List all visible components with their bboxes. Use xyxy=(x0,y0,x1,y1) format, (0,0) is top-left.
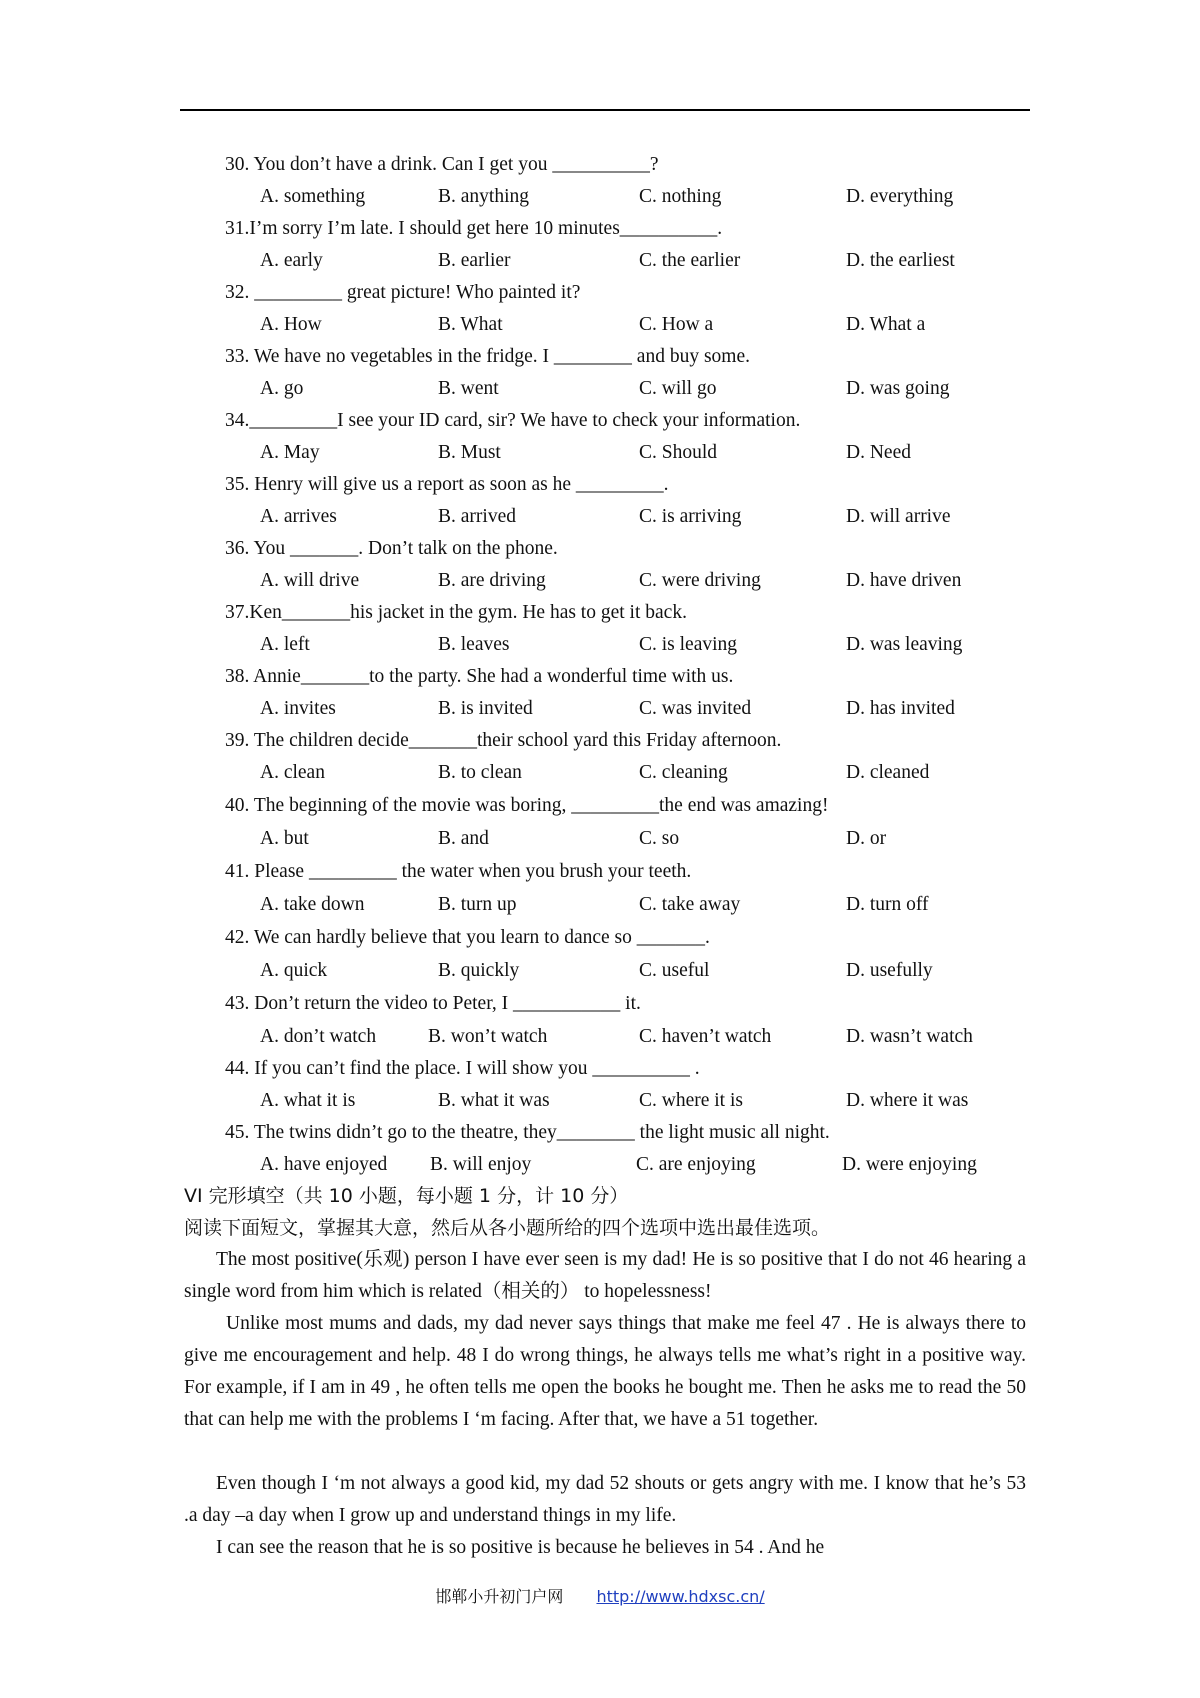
option-a: A. something xyxy=(260,186,366,207)
option-c: C. so xyxy=(639,828,680,849)
option-a: A. clean xyxy=(260,762,325,783)
option-b: B. What xyxy=(438,314,503,335)
question-stem: 45. The twins didn’t go to the theatre, they________ the light music all night. xyxy=(225,1122,830,1143)
option-a: A. have enjoyed xyxy=(260,1154,388,1175)
option-d: D. or xyxy=(846,828,887,849)
passage-paragraph: The most positive(乐观) person I have ever seen is my dad! He is so positive that I do not 46 hearing a single word from him which is related（相关的） to hopelessness! xyxy=(184,1249,1026,1302)
option-b: B. turn up xyxy=(438,894,517,915)
option-b: B. leaves xyxy=(438,634,510,655)
option-d: D. Need xyxy=(846,442,911,463)
option-a: A. early xyxy=(260,250,323,271)
option-b: B. is invited xyxy=(438,698,533,719)
option-a: A. go xyxy=(260,378,304,399)
header-rule xyxy=(180,109,1030,111)
option-b: B. quickly xyxy=(438,960,520,981)
option-b: B. are driving xyxy=(438,570,546,591)
option-c: C. Should xyxy=(639,442,718,463)
option-b: B. will enjoy xyxy=(430,1154,532,1175)
option-a: A. will drive xyxy=(260,570,360,591)
option-c: C. How a xyxy=(639,314,714,335)
option-a: A. May xyxy=(260,442,320,463)
option-d: D. where it was xyxy=(846,1090,969,1111)
option-d: D. wasn’t watch xyxy=(846,1026,973,1047)
option-c: C. nothing xyxy=(639,186,722,207)
section-heading: VI 完形填空（共 10 小题，每小题 1 分，计 10 分） xyxy=(184,1185,629,1207)
question-stem: 40. The beginning of the movie was boring, _________the end was amazing! xyxy=(225,795,829,816)
option-d: D. have driven xyxy=(846,570,962,591)
option-d: D. was leaving xyxy=(846,634,963,655)
option-d: D. usefully xyxy=(846,960,933,981)
option-a: A. quick xyxy=(260,960,328,981)
question-stem: 32. _________ great picture! Who painted it? xyxy=(225,282,581,303)
option-c: C. is arriving xyxy=(639,506,742,527)
option-c: C. cleaning xyxy=(639,762,728,783)
option-d: D. What a xyxy=(846,314,926,335)
option-a: A. what it is xyxy=(260,1090,356,1111)
page-footer xyxy=(0,1584,1200,1607)
question-stem: 38. Annie_______to the party. She had a wonderful time with us. xyxy=(225,666,734,687)
option-d: D. has invited xyxy=(846,698,955,719)
option-a: A. don’t watch xyxy=(260,1026,377,1047)
option-a: A. but xyxy=(260,828,309,849)
option-c: C. haven’t watch xyxy=(639,1026,772,1047)
option-b: B. earlier xyxy=(438,250,511,271)
option-c: C. is leaving xyxy=(639,634,738,655)
option-d: D. turn off xyxy=(846,894,929,915)
option-d: D. was going xyxy=(846,378,950,399)
question-stem: 39. The children decide_______their school yard this Friday afternoon. xyxy=(225,730,782,751)
option-d: D. cleaned xyxy=(846,762,930,783)
question-stem: 43. Don’t return the video to Peter, I ___________ it. xyxy=(225,993,641,1014)
option-b: B. Must xyxy=(438,442,501,463)
option-b: B. to clean xyxy=(438,762,522,783)
option-c: C. useful xyxy=(639,960,710,981)
passage-paragraph: Even though I ‘m not always a good kid, my dad 52 shouts or gets angry with me. I know that he’s 53 .a day –a day when I grow up and understand things in my life. xyxy=(184,1473,1026,1526)
option-a: A. invites xyxy=(260,698,336,719)
footer-link[interactable]: http://www.hdxsc.cn/ xyxy=(596,1587,765,1606)
option-d: D. were enjoying xyxy=(842,1154,977,1175)
option-a: A. How xyxy=(260,314,322,335)
option-d: D. everything xyxy=(846,186,954,207)
option-c: C. were driving xyxy=(639,570,761,591)
option-b: B. anything xyxy=(438,186,529,207)
option-b: B. won’t watch xyxy=(428,1026,548,1047)
question-stem: 30. You don’t have a drink. Can I get you __________? xyxy=(225,154,659,175)
option-a: A. take down xyxy=(260,894,365,915)
option-c: C. the earlier xyxy=(639,250,741,271)
passage-paragraph: Unlike most mums and dads, my dad never says things that make me feel 47 . He is always there to give me encouragement and help. 48 I do wrong things, he always tells me what’s right in a positive way. For example, if I am in 49 , he often tells me open the books he bought me. Then he asks me to read the 50 that can help me with the problems I ‘m facing. After that, we have a 51 together. xyxy=(184,1313,1026,1430)
option-b: B. went xyxy=(438,378,499,399)
option-c: C. take away xyxy=(639,894,741,915)
option-b: B. what it was xyxy=(438,1090,550,1111)
option-a: A. arrives xyxy=(260,506,337,527)
passage-paragraph: I can see the reason that he is so positive is because he believes in 54 . And he xyxy=(216,1537,825,1558)
option-a: A. left xyxy=(260,634,310,655)
question-stem: 31.I’m sorry I’m late. I should get here 10 minutes__________. xyxy=(225,218,723,239)
question-stem: 41. Please _________ the water when you brush your teeth. xyxy=(225,861,692,882)
option-d: D. the earliest xyxy=(846,250,955,271)
question-stem: 44. If you can’t find the place. I will show you __________ . xyxy=(225,1058,700,1079)
question-stem: 37.Ken_______his jacket in the gym. He has to get it back. xyxy=(225,602,687,623)
option-c: C. will go xyxy=(639,378,717,399)
question-stem: 34._________I see your ID card, sir? We have to check your information. xyxy=(225,410,801,431)
option-c: C. where it is xyxy=(639,1090,743,1111)
footer-site-name: 邯郸小升初门户网 xyxy=(435,1587,564,1606)
option-c: C. was invited xyxy=(639,698,752,719)
option-b: B. and xyxy=(438,828,489,849)
question-stem: 35. Henry will give us a report as soon as he _________. xyxy=(225,474,669,495)
option-d: D. will arrive xyxy=(846,506,951,527)
option-c: C. are enjoying xyxy=(636,1154,756,1175)
option-b: B. arrived xyxy=(438,506,516,527)
question-stem: 33. We have no vegetables in the fridge. I ________ and buy some. xyxy=(225,346,750,367)
section-instruction: 阅读下面短文，掌握其大意，然后从各小题所给的四个选项中选出最佳选项。 xyxy=(184,1217,831,1239)
question-stem: 36. You _______. Don’t talk on the phone. xyxy=(225,538,558,559)
question-stem: 42. We can hardly believe that you learn to dance so _______. xyxy=(225,927,710,948)
